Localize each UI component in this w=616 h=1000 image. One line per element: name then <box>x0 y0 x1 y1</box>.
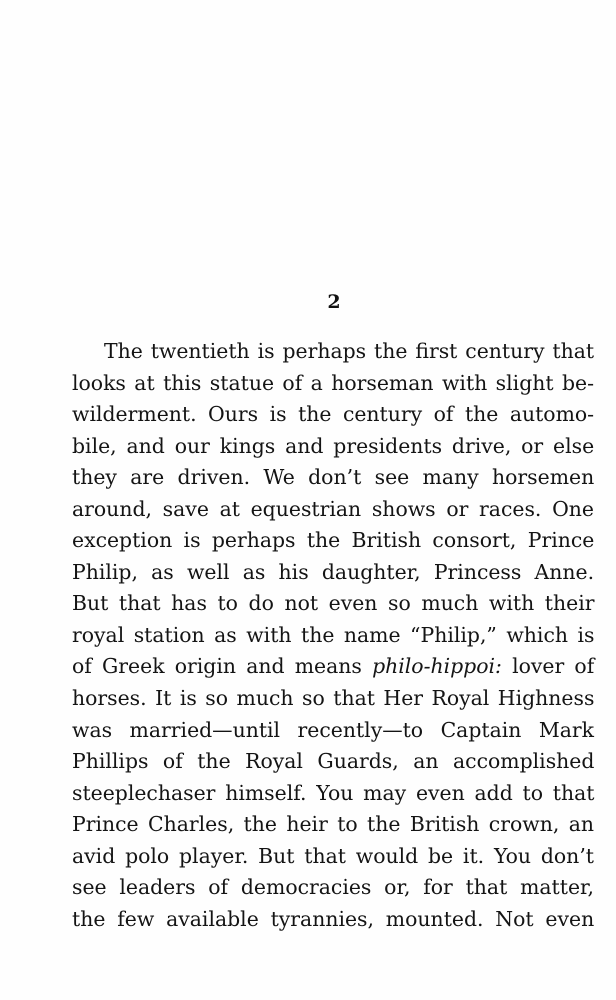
text-line: see leaders of democracies or, for that matter, <box>72 875 594 900</box>
italic-phrase: philo-hippoi: <box>372 654 502 679</box>
text-segment: lover of <box>501 654 595 679</box>
text-line: Philip, as well as his daughter, Princess Anne. <box>72 559 595 584</box>
text-line: Prince Charles, the heir to the British crown, an <box>72 812 594 837</box>
text-line: But that has to do not even so much with their <box>72 591 595 616</box>
text-line: exception is perhaps the British consort, Prince <box>72 528 595 553</box>
text-line: steeplechaser himself. You may even add to that <box>72 780 595 805</box>
text-line-with-italic <box>72 651 594 683</box>
text-line: the few available tyrannies, mounted. Not even <box>72 906 595 931</box>
text-line: royal station as with the name “Philip,” which is <box>72 622 595 647</box>
text-line: avid polo player. But that would be it. You don’t <box>72 843 594 868</box>
chapter-number: 2 <box>327 291 341 313</box>
text-line: wilderment. Ours is the century of the automo- <box>72 402 595 427</box>
text-line: bile, and our kings and presidents drive, or else <box>72 433 595 458</box>
text-segment: of Greek origin and means <box>72 654 373 679</box>
text-line: Phillips of the Royal Guards, an accomplished <box>72 749 595 774</box>
text-line: around, save at equestrian shows or races. One <box>72 496 594 521</box>
text-line: was married—until recently—to Captain Mark <box>72 717 595 742</box>
chapter-paragraph <box>72 336 594 935</box>
text-line: looks at this statue of a horseman with slight be- <box>72 370 594 395</box>
text-line: The twentieth is perhaps the first century that <box>104 339 595 363</box>
text-line: they are driven. We don’t see many horsemen <box>72 465 595 490</box>
text-line: horses. It is so much so that Her Royal Highness <box>72 686 595 711</box>
